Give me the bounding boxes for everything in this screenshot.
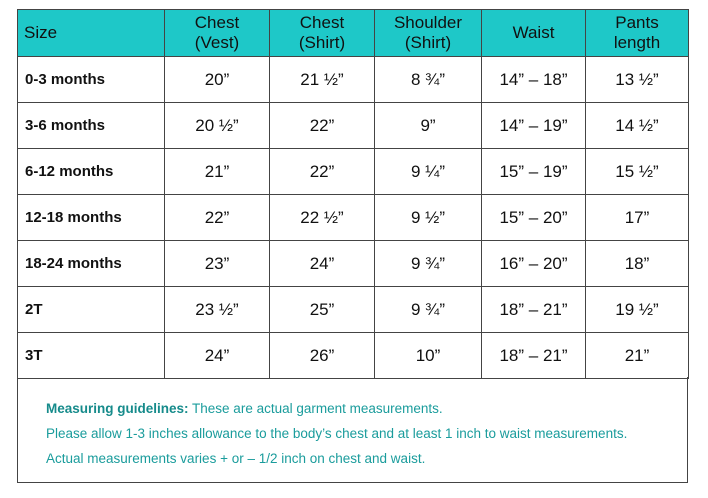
size-cell: 2T: [18, 287, 165, 333]
chest-vest-cell: 20 ½”: [165, 103, 270, 149]
shoulder-cell: 9 ¾”: [375, 287, 482, 333]
size-cell: 18-24 months: [18, 241, 165, 287]
guideline-line-3: Actual measurements varies + or – 1/2 inch on chest and waist.: [46, 451, 426, 466]
waist-cell: 15” – 20”: [482, 195, 586, 241]
size-cell: 12-18 months: [18, 195, 165, 241]
shoulder-cell: 8 ¾”: [375, 57, 482, 103]
size-cell: 3T: [18, 333, 165, 379]
header-chest-vest: Chest (Vest): [165, 10, 270, 57]
header-chest-shirt: Chest (Shirt): [270, 10, 375, 57]
pants-length-cell: 21”: [586, 333, 689, 379]
chest-vest-cell: 24”: [165, 333, 270, 379]
guidelines-label: Measuring guidelines:: [46, 401, 189, 416]
guideline-line-2: Please allow 1-3 inches allowance to the body’s chest and at least 1 inch to waist measurements.: [46, 426, 628, 441]
chest-vest-cell: 22”: [165, 195, 270, 241]
waist-cell: 15” – 19”: [482, 149, 586, 195]
waist-cell: 18” – 21”: [482, 333, 586, 379]
chest-vest-cell: 21”: [165, 149, 270, 195]
size-cell: 6-12 months: [18, 149, 165, 195]
chest-shirt-cell: 22 ½”: [270, 195, 375, 241]
header-shoulder-shirt: Shoulder (Shirt): [375, 10, 482, 57]
chest-shirt-cell: 22”: [270, 149, 375, 195]
size-cell: 3-6 months: [18, 103, 165, 149]
guideline-line-1: [46, 401, 443, 416]
chest-shirt-cell: 22”: [270, 103, 375, 149]
pants-length-cell: 15 ½”: [586, 149, 689, 195]
pants-length-cell: 18”: [586, 241, 689, 287]
table-row: [18, 195, 689, 241]
table-row: [18, 287, 689, 333]
guideline-text-1: These are actual garment measurements.: [188, 401, 443, 416]
chest-shirt-cell: 24”: [270, 241, 375, 287]
waist-cell: 14” – 18”: [482, 57, 586, 103]
header-row: [18, 10, 689, 57]
waist-cell: 16” – 20”: [482, 241, 586, 287]
shoulder-cell: 9 ¾”: [375, 241, 482, 287]
chest-shirt-cell: 25”: [270, 287, 375, 333]
chest-vest-cell: 20”: [165, 57, 270, 103]
table-row: [18, 333, 689, 379]
size-cell: 0-3 months: [18, 57, 165, 103]
waist-cell: 14” – 19”: [482, 103, 586, 149]
chest-vest-cell: 23 ½”: [165, 287, 270, 333]
chest-shirt-cell: 21 ½”: [270, 57, 375, 103]
chest-vest-cell: 23”: [165, 241, 270, 287]
shoulder-cell: 9 ½”: [375, 195, 482, 241]
table-row: [18, 57, 689, 103]
shoulder-cell: 10”: [375, 333, 482, 379]
measuring-guidelines: [17, 377, 688, 483]
pants-length-cell: 17”: [586, 195, 689, 241]
header-size: Size: [18, 10, 165, 57]
size-table: [17, 9, 689, 379]
shoulder-cell: 9 ¼”: [375, 149, 482, 195]
table-row: [18, 241, 689, 287]
shoulder-cell: 9”: [375, 103, 482, 149]
header-waist: Waist: [482, 10, 586, 57]
size-chart: [17, 9, 688, 379]
chest-shirt-cell: 26”: [270, 333, 375, 379]
pants-length-cell: 13 ½”: [586, 57, 689, 103]
pants-length-cell: 19 ½”: [586, 287, 689, 333]
pants-length-cell: 14 ½”: [586, 103, 689, 149]
table-row: [18, 149, 689, 195]
waist-cell: 18” – 21”: [482, 287, 586, 333]
table-row: [18, 103, 689, 149]
header-pants-length: Pants length: [586, 10, 689, 57]
